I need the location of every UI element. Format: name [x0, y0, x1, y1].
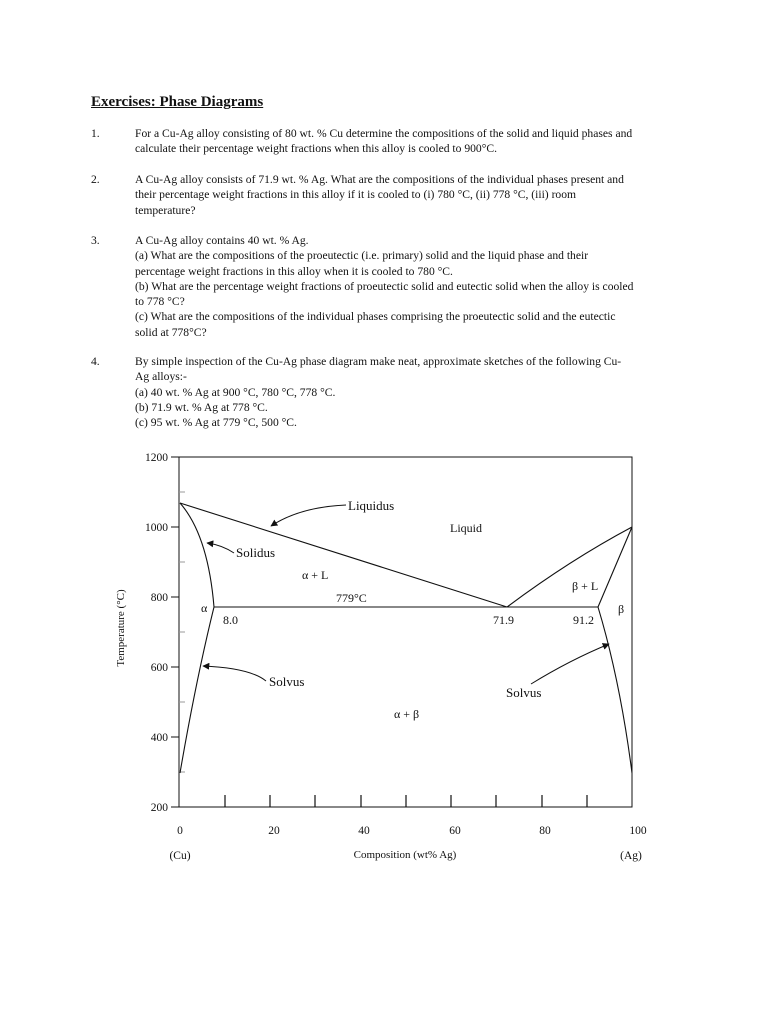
exercise-line: solid at 778°C? — [135, 325, 207, 339]
alpha-label: α — [201, 601, 208, 615]
exercise-line: (c) 95 wt. % Ag at 779 °C, 500 °C. — [135, 416, 297, 430]
x-end-label-cu: (Cu) — [169, 850, 191, 862]
x-axis-title: Composition (wt% Ag) — [353, 849, 457, 861]
y-tick-label: 1000 — [145, 522, 168, 534]
y-tick-label: 800 — [150, 592, 168, 604]
solvus-line-left — [180, 607, 214, 773]
solvus-right-label: Solvus — [506, 685, 542, 700]
x-tick-label: 20 — [268, 825, 280, 837]
y-axis-ticks — [171, 457, 179, 807]
liquid-label: Liquid — [450, 521, 482, 535]
y-minor-ticks — [179, 492, 185, 772]
beta-l-label: β + L — [572, 579, 599, 593]
x-tick-label: 100 — [629, 825, 647, 837]
solidus-label: Solidus — [236, 545, 276, 560]
exercise-line: calculate their percentage weight fractions when this alloy is cooled to 900°C. — [135, 142, 497, 156]
alpha-l-label: α + L — [302, 568, 329, 582]
exercise-line: (b) 71.9 wt. % Ag at 778 °C. — [135, 400, 268, 414]
exercise-line: their percentage weight fractions in this alloy if it is cooled to (i) 780 °C, (ii) 778 °C, (iii) room — [135, 188, 577, 202]
liquidus-line-right — [507, 527, 632, 607]
exercise-number: 3. — [91, 234, 100, 247]
exercise-line: (a) 40 wt. % Ag at 900 °C, 780 °C, 778 °C. — [135, 385, 336, 399]
exercise-number: 1. — [91, 127, 100, 140]
x-tick-label: 0 — [177, 825, 183, 837]
solvus-left-label: Solvus — [269, 674, 305, 689]
exercise-line: For a Cu-Ag alloy consisting of 80 wt. % Cu determine the compositions of the solid and liquid phases and — [135, 127, 633, 140]
solidus-arrow — [207, 543, 234, 553]
eutectic-composition-label: 71.9 — [493, 613, 514, 627]
exercise-line: Ag alloys:- — [135, 370, 187, 384]
eutectic-temp-label: 779°C — [336, 591, 367, 605]
exercise-line: temperature? — [135, 203, 196, 217]
exercise-line: A Cu-Ag alloy consists of 71.9 wt. % Ag. What are the compositions of the individual phases present and — [135, 173, 624, 186]
plot-frame — [179, 457, 632, 807]
exercise-line: A Cu-Ag alloy contains 40 wt. % Ag. — [135, 234, 309, 247]
alpha-beta-label: α + β — [394, 707, 420, 721]
exercise-line: to 778 °C? — [135, 295, 185, 309]
solvus-left-arrow — [203, 666, 266, 681]
x-end-label-ag: (Ag) — [620, 850, 642, 862]
exercise-number: 2. — [91, 173, 100, 186]
exercise-line: (c) What are the compositions of the individual phases comprising the proeutectic solid and the eutectic — [135, 310, 616, 324]
y-tick-label: 400 — [150, 732, 168, 744]
exercise-line: (a) What are the compositions of the proeutectic (i.e. primary) solid and the liquid phase and their — [135, 249, 589, 263]
alpha-composition-label: 8.0 — [223, 613, 238, 627]
page-title: Exercises: Phase Diagrams — [91, 94, 264, 110]
x-tick-label: 80 — [539, 825, 551, 837]
solvus-right-arrow — [531, 644, 609, 684]
y-axis-title: Temperature (°C) — [115, 589, 127, 667]
exercise-line: By simple inspection of the Cu-Ag phase diagram make neat, approximate sketches of the following Cu- — [135, 355, 622, 368]
y-tick-label: 600 — [150, 662, 168, 674]
solidus-line-right — [598, 527, 632, 607]
y-tick-label: 1200 — [145, 452, 168, 464]
x-tick-label: 60 — [449, 825, 461, 837]
liquidus-label: Liquidus — [348, 498, 395, 513]
exercise-number: 4. — [91, 355, 100, 368]
x-axis-ticks — [225, 795, 587, 807]
beta-composition-label: 91.2 — [573, 613, 594, 627]
x-tick-label: 40 — [358, 825, 370, 837]
exercise-line: percentage weight fractions in this alloy when it is cooled to 780 °C. — [135, 264, 453, 278]
y-tick-label: 200 — [150, 802, 168, 814]
beta-label: β — [618, 602, 625, 616]
solidus-line-left — [180, 503, 214, 607]
liquidus-arrow — [271, 505, 346, 526]
exercise-line: (b) What are the percentage weight fractions of proeutectic solid and eutectic solid when the alloy is cooled — [135, 279, 634, 293]
solvus-line-right — [598, 607, 632, 773]
